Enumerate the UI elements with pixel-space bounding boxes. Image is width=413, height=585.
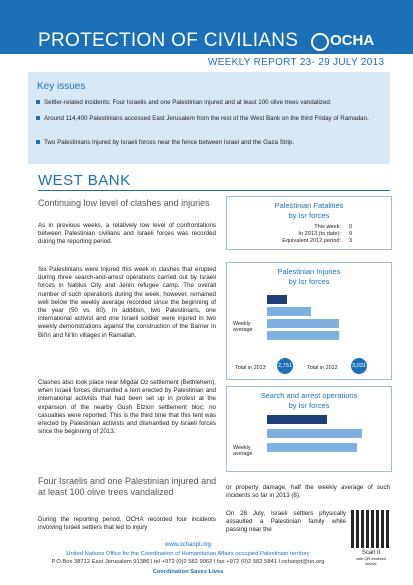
article-paragraph: Clashes also took place near Migdal Oz settlement (Bethlehem), when Israeli forces dismantled a tent erected by Palestinian and international activists that had been set up in protest at the expansion of the nearby Gush Etzion settlement bloc; no casualties were reported. This is the third time that this tent was erected by Palestinian activists and dismantled by Israeli forces since the beginning of 2013. [38, 379, 216, 436]
article-paragraph: On 28 July, Israeli settlers physically assaulted a Palestinian family while passing near the [226, 510, 346, 534]
ocha-logo: OCHA [330, 32, 375, 49]
fatality-value: 3 [349, 238, 353, 244]
section-divider [38, 190, 390, 191]
total-2012-value: 3,031 [351, 358, 367, 374]
key-issues-title: Key issues [37, 81, 86, 92]
fatality-value: 9 [349, 231, 353, 237]
arrests-box [226, 386, 392, 472]
article-paragraph: As in previous weeks, a relatively low level of confrontations between Palestinian civilians and Israeli forces was recorded during the reporting period. [38, 222, 216, 246]
article-paragraph: or property damage, half the weekly average of such incidents so far in 2013 (8). [226, 484, 390, 500]
fatality-value: 0 [349, 224, 353, 230]
fatality-label: This week: [314, 224, 341, 230]
key-issue-item: Two Palestinians injured by Israeli forces near the fence between Israel and the Gaza Strip. [44, 138, 380, 147]
total-2012-label: Total in 2012 [307, 365, 338, 371]
key-issue-item: Settler-related incidents: Four Israelis and one Palestinian injured and at least 100 olive trees vandalized. [44, 98, 380, 107]
weekly-average-label: Weekly average [233, 445, 253, 457]
qr-code-icon [351, 510, 389, 548]
fatalities-box [226, 196, 392, 250]
bar [267, 319, 339, 328]
bar [267, 443, 357, 452]
report-title: PROTECTION OF CIVILIANS [38, 30, 299, 51]
article-heading: Four Israelis and one Palestinian injured and at least 100 olive trees vandalized [38, 476, 217, 497]
total-2013-label: Total in 2013 [235, 365, 266, 371]
footer-tagline: Coordination Saves Lives [152, 569, 224, 575]
report-period: WEEKLY REPORT 23- 29 JULY 2013 [208, 57, 385, 68]
un-emblem-icon [311, 33, 329, 51]
key-issue-item: Around 114,400 Palestinians accessed East Jerusalem from the rest of the West Bank on the third Friday of Ramadan. [44, 114, 380, 123]
bullet-icon [36, 100, 40, 104]
article-heading: Continuing low level of clashes and injuries [38, 198, 210, 208]
bar [267, 295, 287, 304]
weekly-average-label: Weekly average [233, 321, 253, 333]
bar [267, 307, 311, 316]
article-paragraph: Six Palestinians were injured this week in clashes that erupted during three search-and-arrest operations carried out by Israeli forces in Nablus City and Jenin refugee camp. The overall number of such operations during the week, however, remained well below the weekly average recorded since the beginning of the year (50 vs. 80). In addition, two Palestinians, one international activist and one Israeli soldier were injured in two weekly demonstrations against the construction of the Barrier in Bil'in and Ni'lin villages in Ramallah. [38, 266, 216, 339]
bar [267, 415, 327, 424]
qr-scan-label: Scan it with QR-enabled device [356, 550, 386, 566]
fatality-label: In 2013 (to date): [298, 231, 341, 237]
footer-url[interactable]: www.ochaopt.org [164, 542, 212, 548]
injuries-title: Palestinian Injuries by Isr forces [277, 267, 341, 286]
footer-contact: P.O.Box 38712 East Jerusalem 91386 l tel +972 (0)2 582 9962 l fax +972 (0)2 582 5841 l ochaopt@un.org [51, 559, 325, 565]
footer-org: United Nations Office for the Coordination of Humanitarian Affairs occupied Palestinian territory [66, 551, 310, 557]
bullet-icon [36, 116, 40, 120]
fatality-label: Equivalent 2012 period: [282, 238, 341, 244]
injuries-box [226, 262, 392, 380]
bar [267, 331, 339, 340]
section-title: WEST BANK [38, 172, 131, 189]
total-2013-value: 2,751 [277, 358, 293, 374]
bullet-icon [36, 140, 40, 144]
bar [267, 429, 362, 438]
arrests-title: Search and arrest operations by Isr forces [260, 391, 358, 410]
article-paragraph: During the reporting period, OCHA recorded four incidents involving Israeli settlers that led to injury [38, 516, 216, 532]
fatalities-title: Palestinian Fatalities by Isr forces [274, 201, 344, 220]
